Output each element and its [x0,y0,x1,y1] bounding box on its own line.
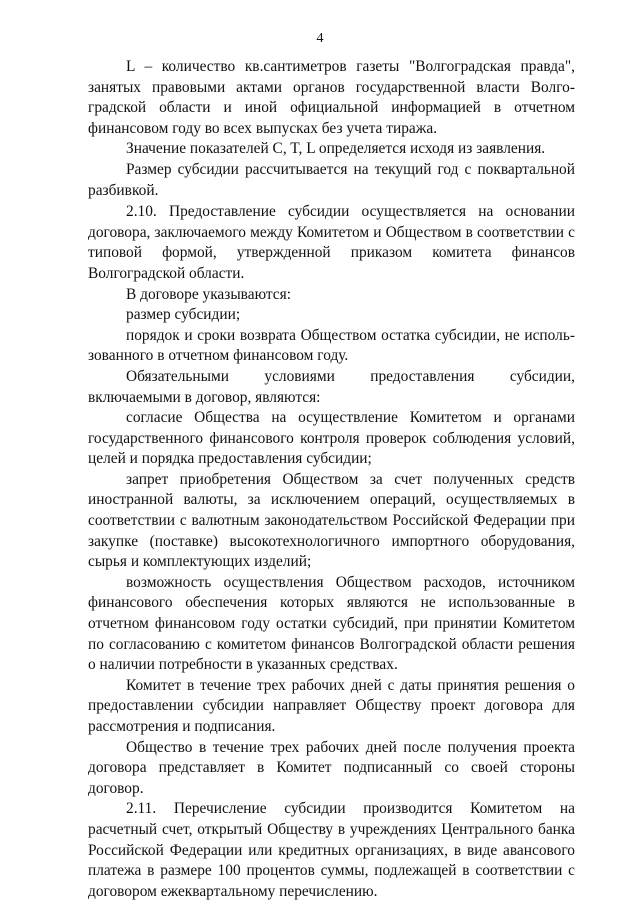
document-body [88,57,575,902]
paragraph-mandatory-conditions: Обязательными условиями предоставления субсидии, включаемыми в договор, являются: [88,367,575,406]
paragraph-expenses: возможность осуществления Обществом расходов, источником финансового обеспечения которых являются не использованные в отчетном финансовом году остатки субсидий, при принятии Комитетом по согласованию с комитетом финансов Волгоградской области решения о наличии потребности в указанных средствах. [88,573,575,674]
paragraph-l-definition: L – количество кв.сантиметров газеты "Волгоградская правда", занятых правовыми актами органов государственной власти Волгоградской области и иной официальной информацией в отчетном финансовом году во всех выпусках без учета тиража. [88,58,575,137]
paragraph-2-10: 2.10. Предоставление субсидии осуществляется на основании договора, заключаемого между Комитетом и Обществом в соответствии с типовой формой, утвержденной приказом комитета финансов Волгоградской области. [88,203,575,282]
page-number: 4 [316,31,324,46]
paragraph-subsidy-size: размер субсидии; [126,306,241,324]
paragraph-return-procedure: порядок и сроки возврата Обществом остатка субсидии, не использованного в отчетном финансовом году. [88,326,575,365]
paragraph-consent: согласие Общества на осуществление Комитетом и органами государственного финансового контроля проверок соблюдения условий, целей и порядка предоставления субсидии; [88,409,575,468]
paragraph-contract-specifies: В договоре указываются: [126,285,291,303]
paragraph-society-signs: Общество в течение трех рабочих дней после получения проекта договора представляет в Комитет подписанный со своей стороны договор. [88,738,575,797]
paragraph-committee-sends: Комитет в течение трех рабочих дней с даты принятия решения о предоставлении субсидии направляет Обществу проект договора для рассмотрения и подписания. [88,676,575,735]
paragraph-indicators: Значение показателей C, T, L определяется исходя из заявления. [126,140,546,158]
paragraph-currency-ban: запрет приобретения Обществом за счет полученных средств иностранной валюты, за исключением операций, осуществляемых в соответствии с валютным законодательством Российской Федерации при закупке (поставке) высокотехнологичного импортного оборудования, сырья и комплектующих изделий; [88,470,575,571]
paragraph-quarterly: Размер субсидии рассчитывается на текущий год с поквартальной разбивкой. [88,160,575,199]
paragraph-2-11: 2.11. Перечисление субсидии производится Комитетом на расчетный счет, открытый Обществу в учреждениях Центрального банка Российской Федерации или кредитных организациях, в виде авансового платежа в размере 100 процентов суммы, подлежащей в соответствии с договором ежеквартальному перечислению. [88,800,575,900]
